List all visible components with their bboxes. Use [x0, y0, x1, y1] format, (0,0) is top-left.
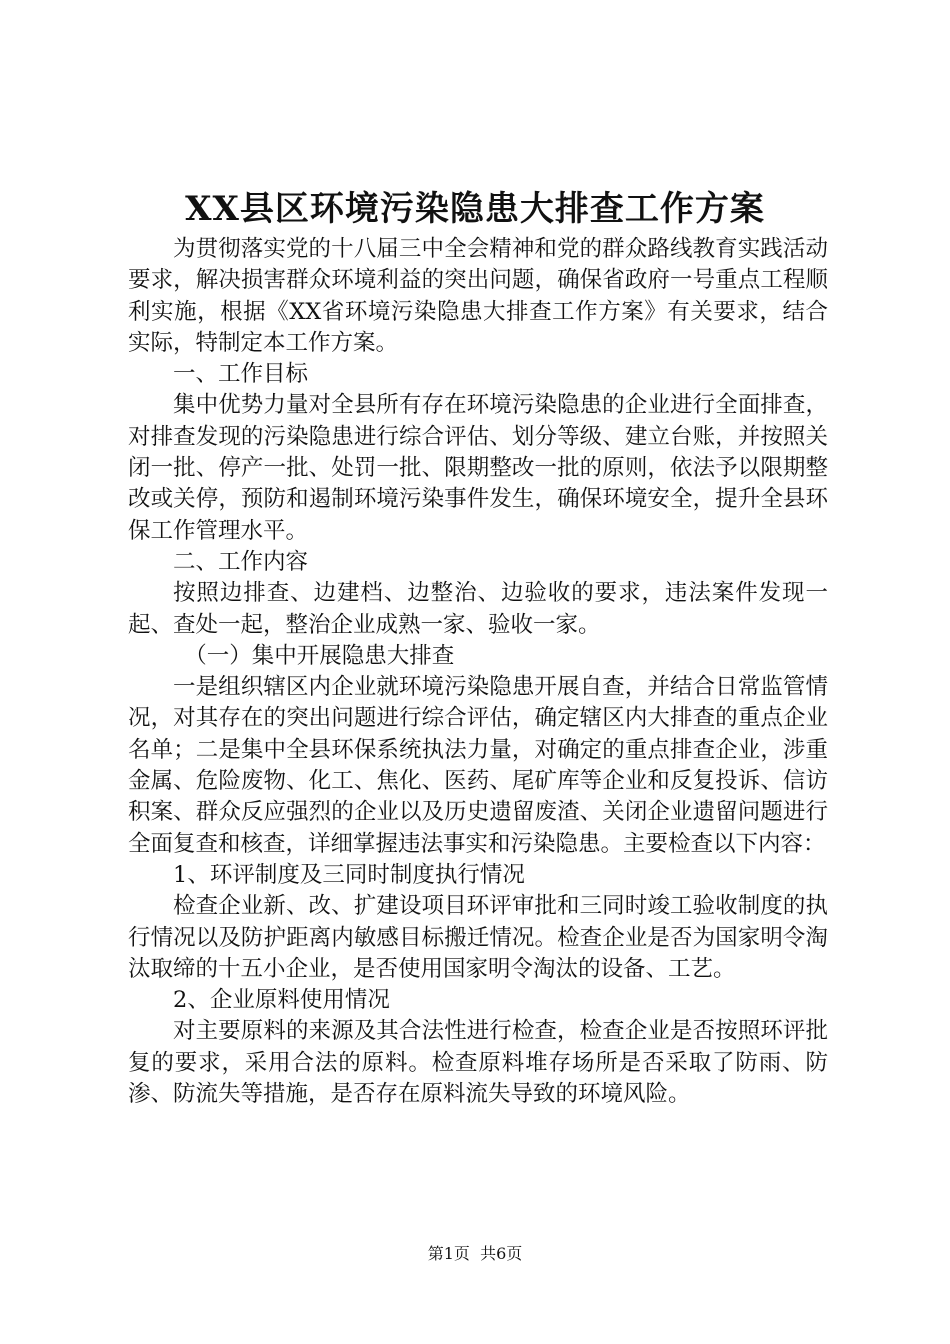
item-heading-eia: 1、环评制度及三同时制度执行情况 — [173, 861, 525, 888]
paragraph-goals: 集中优势力量对全县所有存在环境污染隐患的企业进行全面排查，对排查发现的污染隐患进行综合评估、划分等级、建立台账，并按照关闭一批、停产一批、处罚一批、限期整改一批的原则，依法予以限期整改或关停，预防和遏制环境污染事件发生，确保环境安全，提升全县环保工作管理水平。 — [128, 392, 828, 544]
paragraph-inspection: 一是组织辖区内企业就环境污染隐患开展自查，并结合日常监管情况，对其存在的突出问题进行综合评估，确定辖区内大排查的重点企业名单；二是集中全县环保系统执法力量，对确定的重点排查企业，涉重金属、危险废物、化工、焦化、医药、尾矿库等企业和反复投诉、信访积案、群众反应强烈的企业以及历史遗留废渣、关闭企业遗留问题进行全面复查和核查，详细掌握违法事实和污染隐患。主要检查以下内容： — [128, 674, 828, 857]
page-footer — [0, 1243, 950, 1265]
section-heading-goals: 一、工作目标 — [173, 361, 309, 388]
item-heading-materials: 2、企业原料使用情况 — [173, 987, 390, 1014]
page-number: 第1页 — [427, 1244, 470, 1263]
paragraph-intro: 为贯彻落实党的十八届三中全会精神和党的群众路线教育实践活动要求，解决损害群众环境利益的突出问题，确保省政府一号重点工程顺利实施，根据《XX省环境污染隐患大排查工作方案》有关要求，结合实际，特制定本工作方案。 — [128, 236, 828, 356]
document-body — [128, 234, 828, 1110]
page-total: 共6页 — [480, 1244, 523, 1263]
page-title: XX县区环境污染隐患大排查工作方案 — [185, 189, 765, 229]
paragraph-eia: 检查企业新、改、扩建设项目环评审批和三同时竣工验收制度的执行情况以及防护距离内敏感目标搬迁情况。检查企业是否为国家明令淘汰取缔的十五小企业，是否使用国家明令淘汰的设备、工艺。 — [128, 893, 828, 982]
subsection-heading-inspection: （一）集中开展隐患大排查 — [184, 642, 455, 669]
section-heading-content: 二、工作内容 — [173, 548, 309, 575]
paragraph-materials: 对主要原料的来源及其合法性进行检查，检查企业是否按照环评批复的要求，采用合法的原料。检查原料堆存场所是否采取了防雨、防渗、防流失等措施，是否存在原料流失导致的环境风险。 — [128, 1018, 828, 1108]
paragraph-content: 按照边排查、边建档、边整治、边验收的要求，违法案件发现一起、查处一起，整治企业成熟一家、验收一家。 — [128, 580, 828, 638]
